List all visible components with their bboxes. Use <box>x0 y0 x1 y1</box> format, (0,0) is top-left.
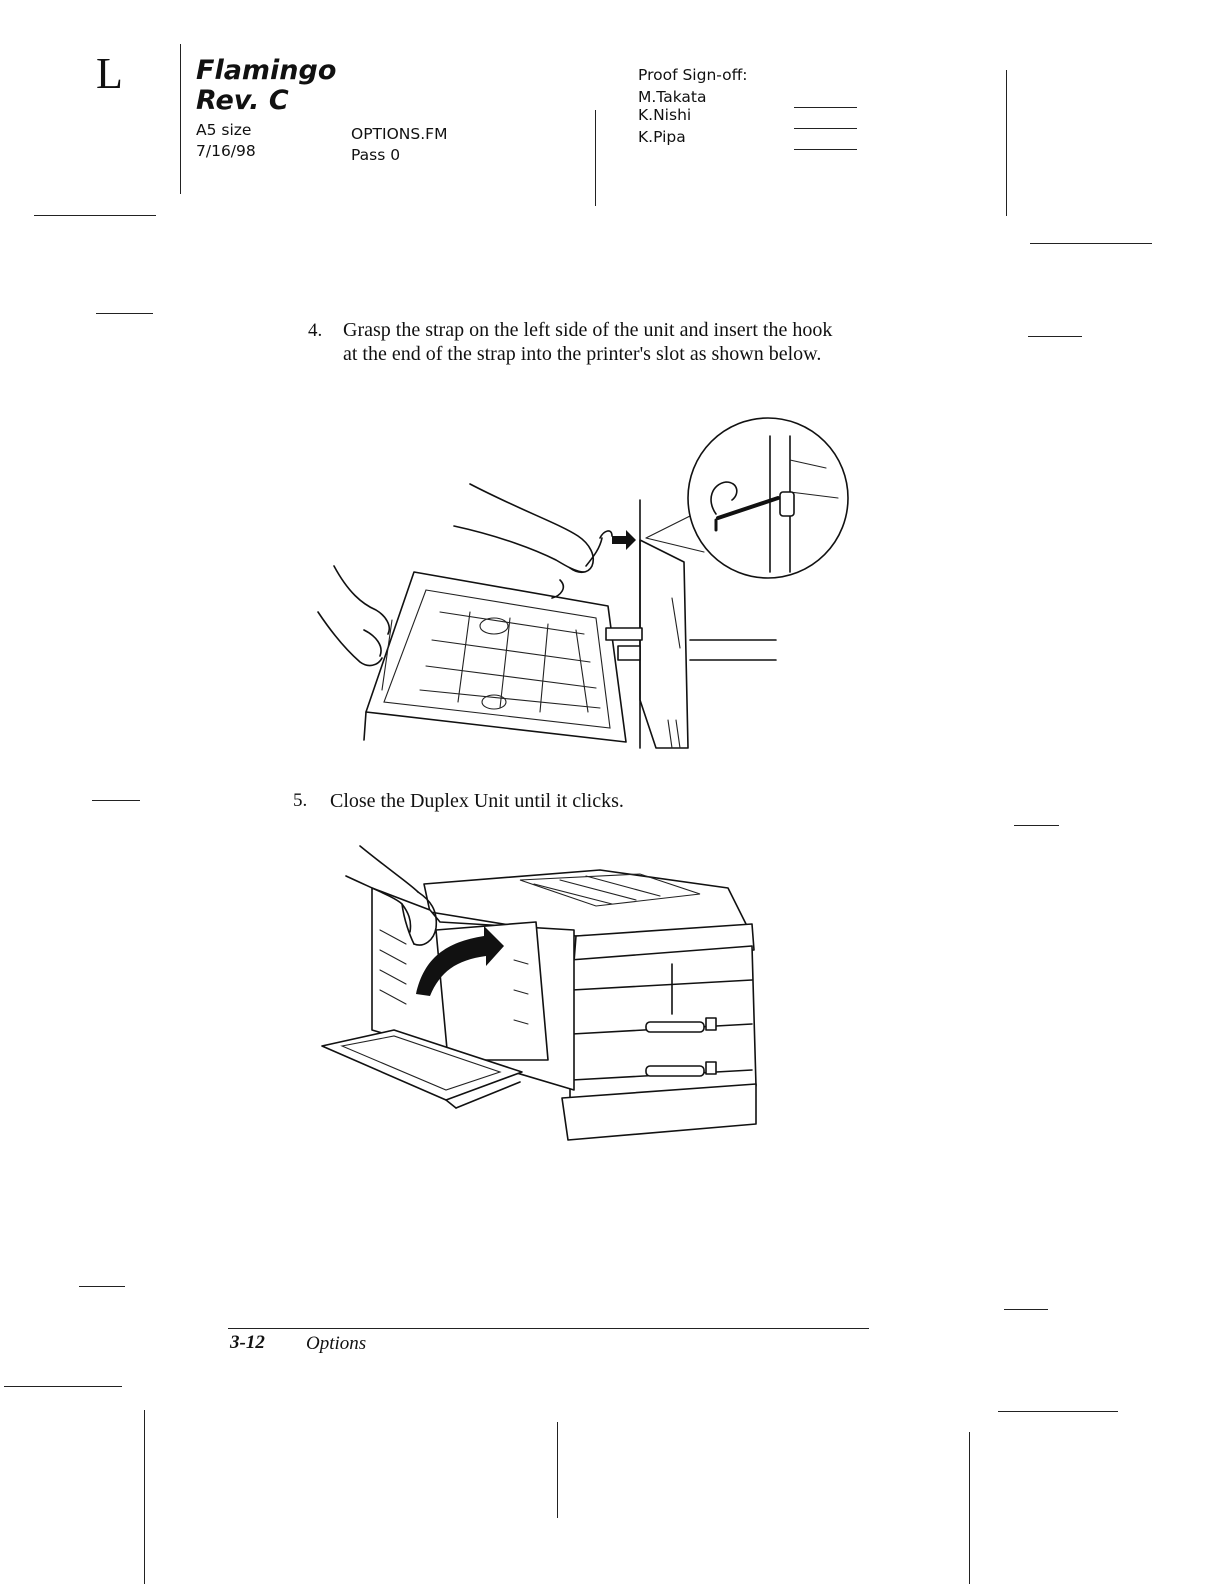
crop-mark <box>1030 243 1152 244</box>
crop-mark <box>79 1286 125 1287</box>
corner-letter: L <box>96 49 123 98</box>
signoff-line <box>794 128 857 129</box>
hand <box>360 846 418 892</box>
detail-inset <box>688 418 848 578</box>
header-vertical-rule-right <box>1006 70 1007 216</box>
crop-mark <box>998 1411 1118 1412</box>
crop-mark <box>92 800 140 801</box>
crop-mark <box>969 1432 970 1584</box>
signoff-title: Proof Sign-off: <box>638 66 748 84</box>
close-duplex-unit-illustration <box>310 836 770 1146</box>
signoff-name: K.Nishi <box>638 106 692 124</box>
crop-mark <box>96 313 153 314</box>
step-text-line: Grasp the strap on the left side of the unit and insert the hook <box>343 319 833 341</box>
crop-mark <box>557 1422 558 1518</box>
paper-size: A5 size <box>196 121 252 139</box>
crop-mark <box>1004 1309 1048 1310</box>
signoff-name: M.Takata <box>638 88 707 106</box>
right-hand <box>470 484 593 572</box>
footer-rule <box>228 1328 869 1329</box>
arrow-icon <box>612 530 636 550</box>
step-5-text <box>330 789 830 813</box>
duplex-cover <box>366 572 626 742</box>
left-hand <box>334 566 389 634</box>
pass-label: Pass 0 <box>351 146 401 164</box>
step-4-text <box>343 318 903 366</box>
cassette-handle <box>646 1066 704 1076</box>
header-vertical-rule-left <box>180 44 181 194</box>
step-text-line: at the end of the strap into the printer's slot as shown below. <box>343 343 822 365</box>
crop-mark <box>1014 825 1059 826</box>
step-text-line: Close the Duplex Unit until it clicks. <box>330 790 624 812</box>
page-number: 3-12 <box>230 1332 265 1353</box>
revision-date: 7/16/98 <box>196 142 256 160</box>
signoff-line <box>794 149 857 150</box>
printer-side <box>640 540 688 748</box>
crop-mark <box>34 215 156 216</box>
header-vertical-rule-middle <box>595 110 596 206</box>
crop-mark <box>1028 336 1082 337</box>
crop-mark <box>4 1386 122 1387</box>
project-name: Flamingo <box>196 55 337 86</box>
step-number: 5. <box>293 790 308 811</box>
crop-mark <box>144 1410 145 1584</box>
signoff-line <box>794 107 857 108</box>
footer-section: Options <box>306 1333 367 1354</box>
strap-hook-illustration <box>310 412 870 757</box>
revision-label: Rev. C <box>196 85 289 116</box>
cassette-handle <box>646 1022 704 1032</box>
signoff-name: K.Pipa <box>638 128 686 146</box>
file-name: OPTIONS.FM <box>351 125 448 143</box>
step-number: 4. <box>308 320 323 341</box>
